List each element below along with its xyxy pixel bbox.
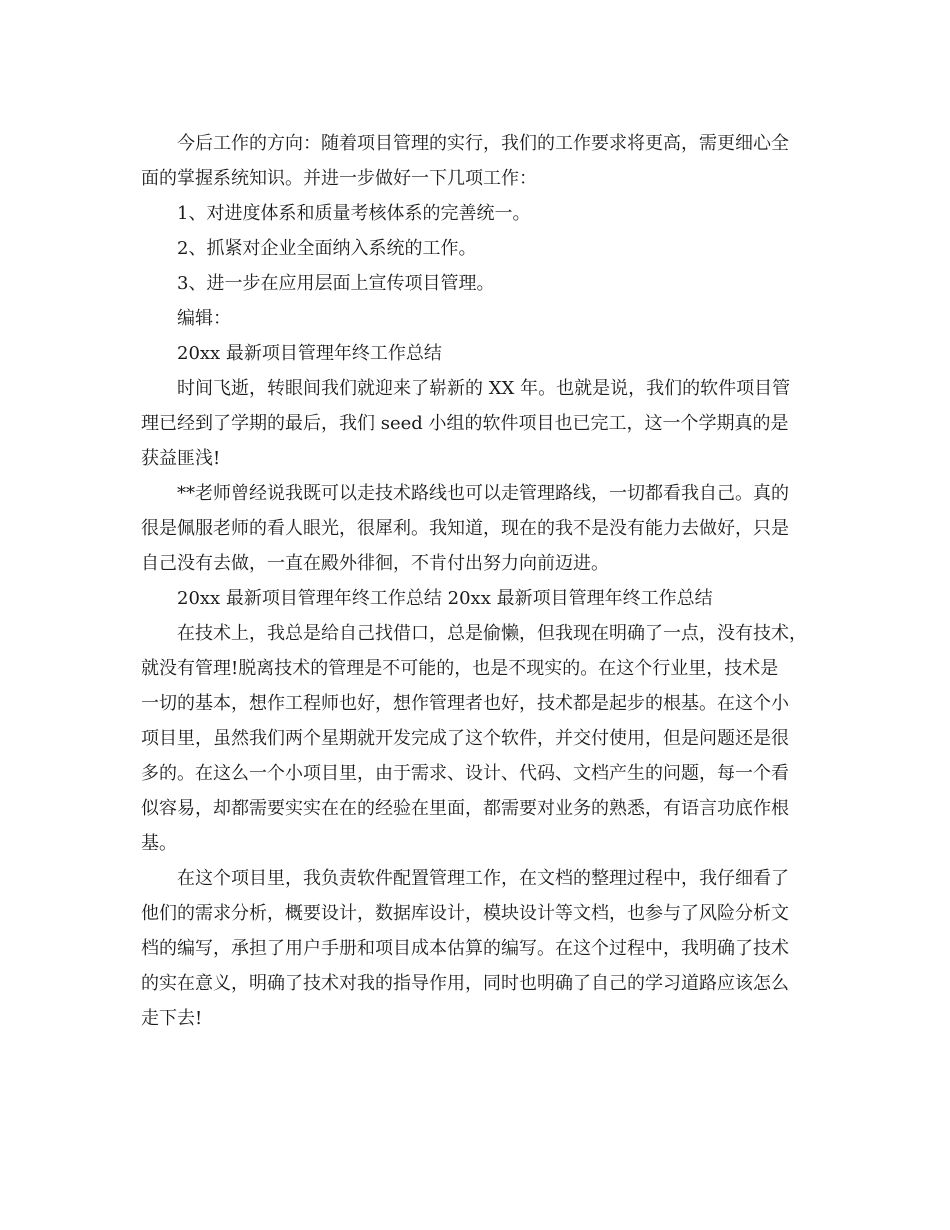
- paragraph-line: **老师曾经说我既可以走技术路线也可以走管理路线，一切都看我自己。真的: [177, 483, 789, 504]
- section-title: 20xx 最新项目管理年终工作总结: [177, 343, 442, 364]
- paragraph-line: 今后工作的方向：随着项目管理的实行，我们的工作要求将更高，需更细心全: [177, 133, 789, 154]
- paragraph-line: 理已经到了学期的最后，我们 seed 小组的软件项目也已完工，这一个学期真的是: [141, 413, 789, 434]
- paragraph-line: 多的。在这么一个小项目里，由于需求、设计、代码、文档产生的问题，每一个看: [141, 763, 789, 784]
- paragraph-line: 时间飞逝，转眼间我们就迎来了崭新的 XX 年。也就是说，我们的软件项目管: [177, 378, 791, 399]
- paragraph-line: 在技术上，我总是给自己找借口，总是偷懒，但我现在明确了一点，没有技术，: [177, 623, 807, 644]
- document-body: [141, 126, 821, 1036]
- paragraph-line: 面的掌握系统知识。并进一步做好一下几项工作：: [141, 168, 537, 189]
- paragraph-line: 走下去!: [141, 1008, 203, 1029]
- paragraph-line: 获益匪浅!: [141, 448, 221, 469]
- paragraph-line: 基。: [141, 833, 177, 854]
- paragraph-line: 项目里，虽然我们两个星期就开发完成了这个软件，并交付使用，但是问题还是很: [141, 728, 789, 749]
- paragraph-line: 档的编写，承担了用户手册和项目成本估算的编写。在这个过程中，我明确了技术: [141, 938, 789, 959]
- paragraph-line: 就没有管理!脱离技术的管理是不可能的，也是不现实的。在这个行业里，技术是: [141, 658, 779, 679]
- list-item: 2、抓紧对企业全面纳入系统的工作。: [177, 238, 477, 259]
- paragraph-line: 在这个项目里，我负责软件配置管理工作，在文档的整理过程中，我仔细看了: [177, 868, 789, 889]
- section-title: 20xx 最新项目管理年终工作总结 20xx 最新项目管理年终工作总结: [177, 588, 713, 609]
- paragraph-line: 他们的需求分析，概要设计，数据库设计，模块设计等文档，也参与了风险分析文: [141, 903, 789, 924]
- paragraph-line: 很是佩服老师的看人眼光，很犀利。我知道，现在的我不是没有能力去做好，只是: [141, 518, 789, 539]
- paragraph-line: 自己没有去做，一直在殿外徘徊，不肯付出努力向前迈进。: [141, 553, 609, 574]
- list-item: 3、进一步在应用层面上宣传项目管理。: [177, 273, 495, 294]
- paragraph-line: 的实在意义，明确了技术对我的指导作用，同时也明确了自己的学习道路应该怎么: [141, 973, 789, 994]
- editor-label: 编辑：: [177, 308, 231, 329]
- list-item: 1、对进度体系和质量考核体系的完善统一。: [177, 203, 531, 224]
- paragraph-line: 似容易，却都需要实实在在的经验在里面，都需要对业务的熟悉，有语言功底作根: [141, 798, 789, 819]
- paragraph-line: 一切的基本，想作工程师也好，想作管理者也好，技术都是起步的根基。在这个小: [141, 693, 789, 714]
